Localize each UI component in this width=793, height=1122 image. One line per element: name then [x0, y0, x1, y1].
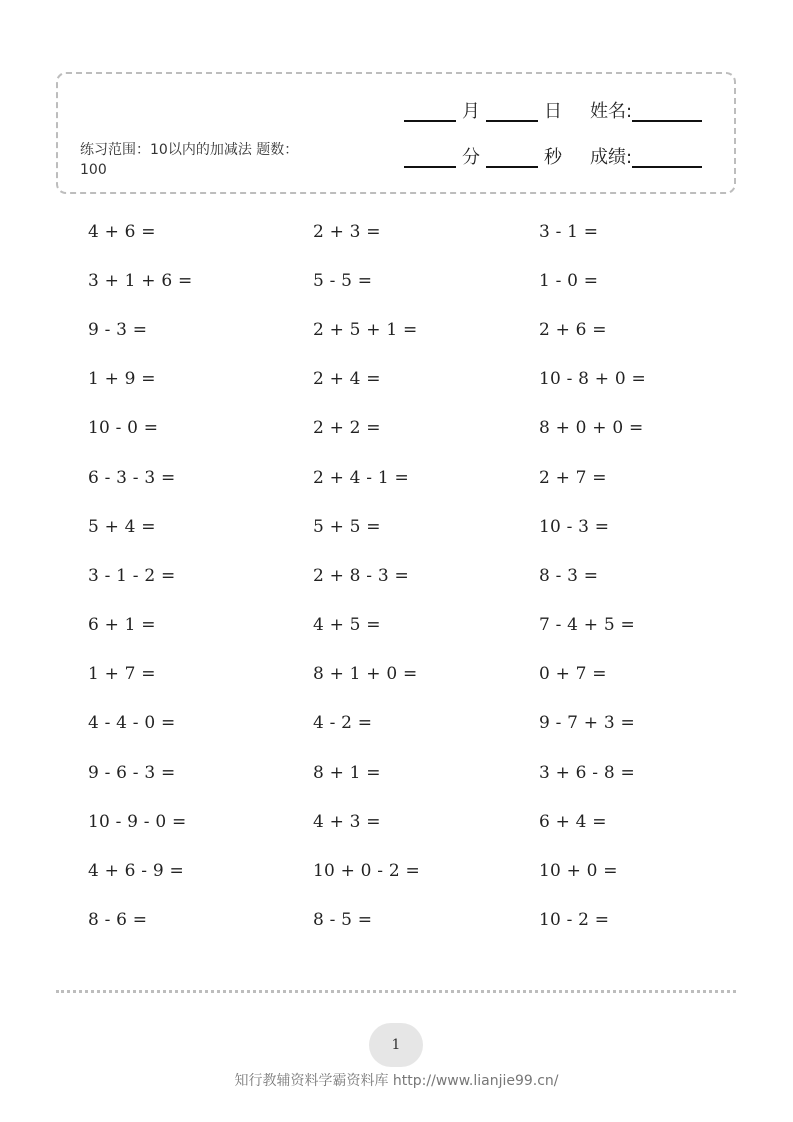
math-problem: 8 - 3 =	[539, 565, 599, 586]
problem-row	[88, 846, 728, 895]
problem-row	[88, 453, 728, 502]
math-problem: 10 - 9 - 0 =	[88, 811, 187, 832]
math-problem: 8 + 1 + 0 =	[313, 664, 418, 685]
math-problem: 6 - 3 - 3 =	[88, 467, 176, 488]
problem-row	[88, 699, 728, 748]
problem-row	[88, 551, 728, 600]
practice-scope: 练习范围：10以内的加减法 题数：100	[80, 142, 299, 178]
score-blank[interactable]	[632, 166, 702, 168]
math-problem: 1 + 9 =	[88, 369, 156, 390]
dotted-divider	[56, 990, 736, 993]
problem-row	[88, 601, 728, 650]
second-label: 秒	[544, 147, 562, 168]
math-problem: 9 - 6 - 3 =	[88, 762, 176, 783]
math-problem: 4 + 5 =	[313, 615, 381, 636]
math-problem: 5 - 5 =	[313, 270, 373, 291]
problem-grid	[88, 207, 728, 945]
second-blank[interactable]	[486, 166, 538, 168]
math-problem: 5 + 4 =	[88, 516, 156, 537]
footer-source: 知行教辅资料学霸资料库 http://www.lianjie99.cn/	[234, 1073, 559, 1089]
math-problem: 8 + 1 =	[313, 762, 381, 783]
math-problem: 2 + 3 =	[313, 221, 381, 242]
math-problem: 10 - 3 =	[539, 516, 610, 537]
math-problem: 2 + 5 + 1 =	[313, 319, 418, 340]
problem-row	[88, 305, 728, 354]
math-problem: 0 + 7 =	[539, 664, 607, 685]
problem-row	[88, 404, 728, 453]
math-problem: 2 + 2 =	[313, 418, 381, 439]
math-problem: 4 + 6 - 9 =	[88, 861, 184, 882]
day-blank[interactable]	[486, 120, 538, 122]
problem-row	[88, 797, 728, 846]
math-problem: 3 + 1 + 6 =	[88, 270, 193, 291]
problem-row	[88, 748, 728, 797]
math-problem: 6 + 4 =	[539, 811, 607, 832]
worksheet-header	[56, 72, 736, 194]
math-problem: 4 + 6 =	[88, 221, 156, 242]
date-name-row	[404, 98, 702, 126]
problem-row	[88, 256, 728, 305]
problem-row	[88, 650, 728, 699]
score-label: 成绩:	[590, 147, 633, 168]
problem-row	[88, 896, 728, 945]
name-blank[interactable]	[632, 120, 702, 122]
problem-row	[88, 355, 728, 404]
math-problem: 8 - 5 =	[313, 910, 373, 931]
time-score-row	[404, 144, 702, 172]
math-problem: 6 + 1 =	[88, 615, 156, 636]
page-number: 1	[369, 1023, 423, 1067]
math-problem: 5 + 5 =	[313, 516, 381, 537]
math-problem: 9 - 3 =	[88, 319, 148, 340]
math-problem: 10 + 0 =	[539, 861, 618, 882]
math-problem: 10 - 0 =	[88, 418, 159, 439]
math-problem: 3 - 1 - 2 =	[88, 565, 176, 586]
math-problem: 8 + 0 + 0 =	[539, 418, 644, 439]
month-label: 月	[462, 101, 480, 122]
minute-label: 分	[462, 147, 480, 168]
math-problem: 4 - 2 =	[313, 713, 373, 734]
math-problem: 2 + 4 - 1 =	[313, 467, 409, 488]
math-problem: 1 + 7 =	[88, 664, 156, 685]
math-problem: 2 + 6 =	[539, 319, 607, 340]
minute-blank[interactable]	[404, 166, 456, 168]
problem-row	[88, 502, 728, 551]
math-problem: 4 + 3 =	[313, 811, 381, 832]
math-problem: 10 - 2 =	[539, 910, 610, 931]
math-problem: 2 + 7 =	[539, 467, 607, 488]
problem-row	[88, 207, 728, 256]
math-problem: 10 - 8 + 0 =	[539, 369, 646, 390]
name-label: 姓名:	[590, 101, 633, 122]
math-problem: 1 - 0 =	[539, 270, 599, 291]
day-label: 日	[544, 101, 562, 122]
math-problem: 7 - 4 + 5 =	[539, 615, 635, 636]
math-problem: 8 - 6 =	[88, 910, 148, 931]
math-problem: 3 - 1 =	[539, 221, 599, 242]
math-problem: 2 + 4 =	[313, 369, 381, 390]
month-blank[interactable]	[404, 120, 456, 122]
math-problem: 10 + 0 - 2 =	[313, 861, 420, 882]
math-problem: 2 + 8 - 3 =	[313, 565, 409, 586]
math-problem: 9 - 7 + 3 =	[539, 713, 635, 734]
math-problem: 4 - 4 - 0 =	[88, 713, 176, 734]
math-problem: 3 + 6 - 8 =	[539, 762, 635, 783]
